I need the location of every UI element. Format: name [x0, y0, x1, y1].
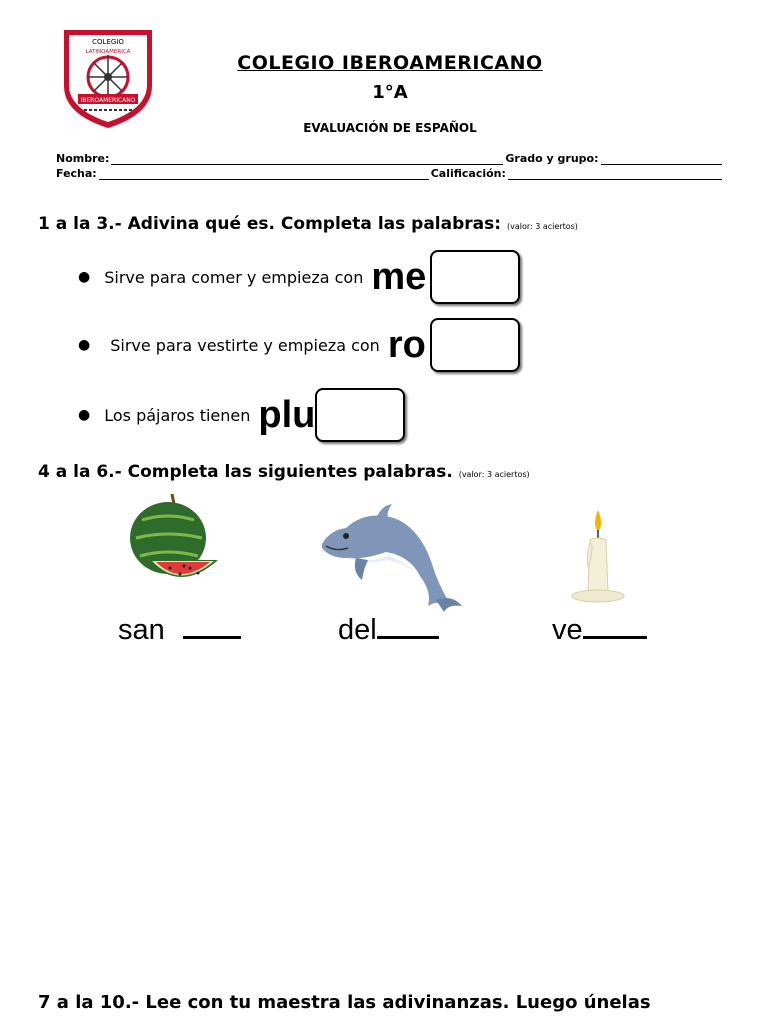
word-1-blank[interactable]	[183, 616, 241, 639]
question-1-syllable: me	[371, 256, 427, 298]
question-2-syllable: ro	[387, 324, 426, 366]
question-3-syllable: plu	[258, 394, 316, 436]
question-2-clue: Sirve para vestirte y empieza con	[110, 335, 380, 355]
name-grade-row	[56, 153, 724, 165]
word-2	[338, 614, 439, 647]
question-2-answer-box[interactable]	[430, 318, 520, 372]
name-label: Nombre:	[56, 152, 110, 165]
bullet-icon: ●	[78, 269, 91, 285]
section-1-value: (valor: 3 aciertos)	[506, 222, 578, 231]
date-line[interactable]	[99, 169, 429, 180]
date-grade-row	[56, 168, 724, 180]
name-line[interactable]	[111, 154, 503, 165]
logo-top-text: COLEGIO	[92, 38, 124, 46]
word-3-blank[interactable]	[583, 616, 647, 639]
question-1-clue: Sirve para comer y empieza con	[104, 267, 364, 287]
dolphin-image	[316, 500, 464, 618]
word-2-blank[interactable]	[377, 616, 439, 639]
question-3	[78, 388, 405, 442]
section-2-title: 4 a la 6.- Completa las siguientes palabras. (valor: 3 aciertos)	[38, 462, 530, 482]
question-1-answer-box[interactable]	[430, 250, 520, 304]
watermelon-image	[124, 490, 224, 598]
exam-title: EVALUACIÓN DE ESPAÑOL	[303, 121, 477, 135]
word-3	[552, 614, 647, 647]
school-name: COLEGIO IBEROAMERICANO	[237, 52, 543, 74]
school-logo	[58, 22, 158, 132]
logo-banner-text: IBEROAMERICANO	[80, 97, 136, 104]
question-2	[78, 318, 520, 372]
word-2-stem: del	[338, 614, 377, 646]
word-3-stem: ve	[552, 614, 583, 646]
question-3-answer-box[interactable]	[315, 388, 405, 442]
word-1-stem: san	[118, 614, 165, 646]
word-1	[118, 614, 241, 647]
grade-group-label: Grado y grupo:	[505, 152, 599, 165]
section-1-title: 1 a la 3.- Adivina qué es. Completa las palabras: (valor: 3 aciertos)	[38, 214, 578, 234]
date-label: Fecha:	[56, 167, 97, 180]
score-label: Calificación:	[430, 167, 506, 180]
section-3-title: 7 a la 10.- Lee con tu maestra las adivinanzas. Luego únelas	[38, 992, 651, 1013]
grade-group-line[interactable]	[601, 154, 723, 165]
score-line[interactable]	[508, 169, 722, 180]
grade-label: 1°A	[372, 82, 408, 103]
question-1	[78, 250, 520, 304]
logo-arc-text: LATINOAMERICA	[85, 49, 131, 55]
candle-image	[568, 506, 634, 606]
bullet-icon: ●	[78, 337, 91, 353]
bullet-icon: ●	[78, 407, 91, 423]
question-3-clue: Los pájaros tienen	[104, 405, 251, 425]
section-2-value: (valor: 3 aciertos)	[458, 470, 530, 479]
